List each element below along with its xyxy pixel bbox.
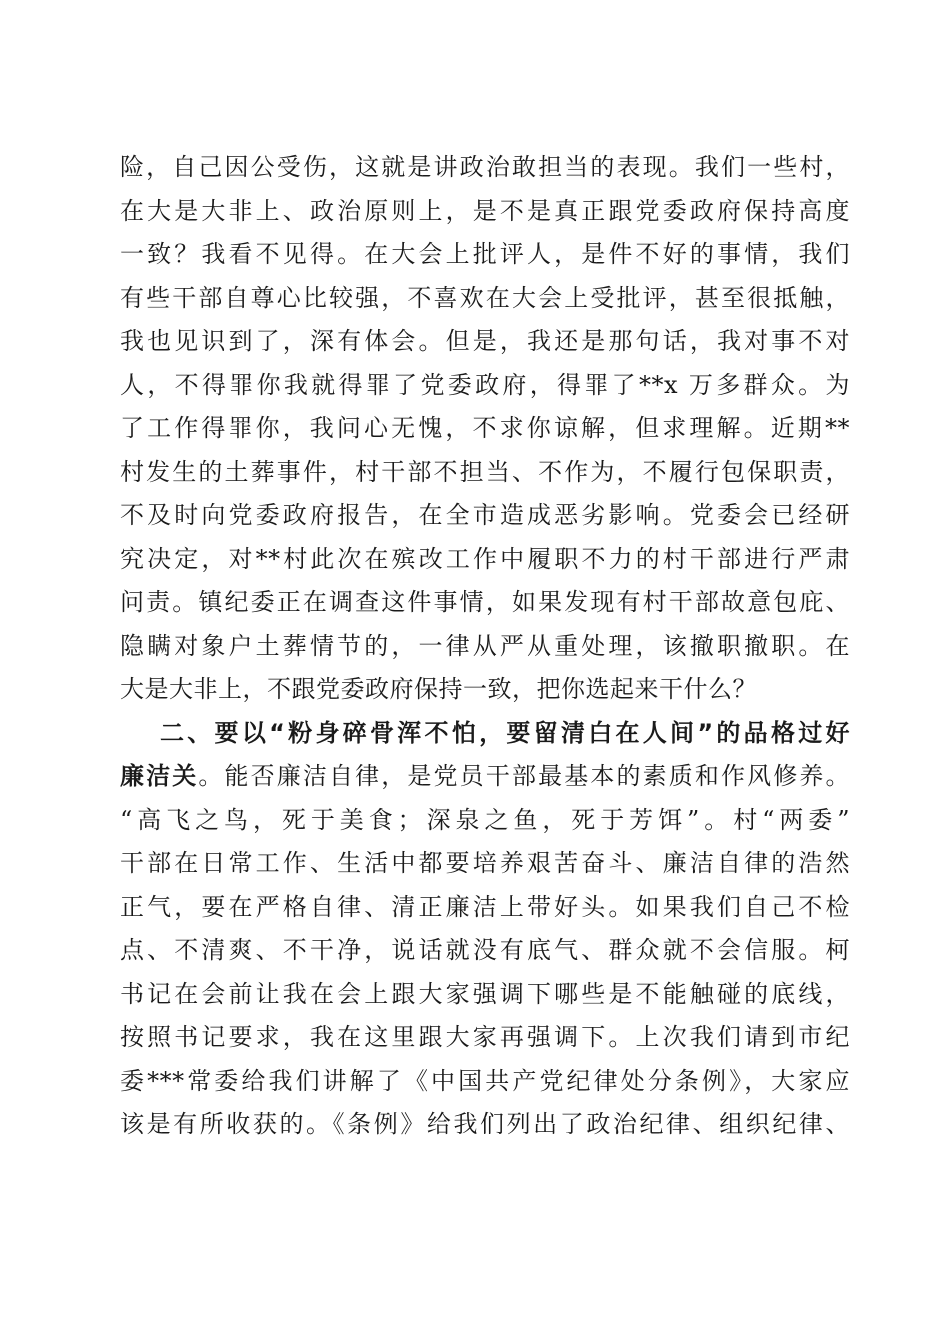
text-line: 按照书记要求，我在这里跟大家再强调下。上次我们请到市纪 [120,1023,850,1051]
body-text [120,146,850,1147]
text-line: 正气，要在严格自律、清正廉洁上带好头。如果我们自己不检 [120,892,850,921]
text-line: 该是有所收获的。《条例》给我们列出了政治纪律、组织纪律、 [120,1110,850,1138]
text-line [120,755,850,799]
text-line: 不及时向党委政府报告，在全市造成恶劣影响。党委会已经研 [120,501,850,529]
section-heading: 二、要以“粉身碎骨浑不怕，要留清白在人间”的品格过好 [160,718,850,747]
text-line: 一致？我看不见得。在大会上批评人，是件不好的事情，我们 [120,240,850,268]
text-line: 隐瞒对象户土葬情节的，一律从严从重处理，该撤职撤职。在 [120,631,850,660]
text-line: 险，自己因公受伤，这就是讲政治敢担当的表现。我们一些村， [120,153,850,181]
section-heading-end: 廉洁关 [120,762,199,790]
text-line: 大是大非上，不跟党委政府保持一致，把你选起来干什么？ [120,675,757,703]
text-line: 委***常委给我们讲解了《中国共产党纪律处分条例》，大家应 [120,1066,850,1095]
text-line: “高飞之鸟，死于美食；深泉之鱼，死于芳饵”。村“两委” [120,805,850,834]
text-line: 干部在日常工作、生活中都要培养艰苦奋斗、廉洁自律的浩然 [120,849,850,877]
text-line: 了工作得罪你，我问心无愧，不求你谅解，但求理解。近期** [120,414,850,442]
text-line: 在大是大非上、政治原则上，是不是真正跟党委政府保持高度 [120,196,850,225]
text-line: 人，不得罪你我就得罪了党委政府，得罪了**x 万多群众。为 [120,370,850,399]
text-line: 问责。镇纪委正在调查这件事情，如果发现有村干部故意包庇、 [120,588,850,616]
text-line: 我也见识到了，深有体会。但是，我还是那句话，我对事不对 [120,327,850,355]
text-span: 。能否廉洁自律，是党员干部最基本的素质和作风修养。 [198,762,850,790]
text-line: 点、不清爽、不干净，说话就没有底气、群众就不会信服。柯 [120,936,850,964]
text-line: 村发生的土葬事件，村干部不担当、不作为，不履行包保职责， [120,457,850,486]
text-line: 有些干部自尊心比较强，不喜欢在大会上受批评，甚至很抵触， [120,283,850,312]
text-line: 究决定，对**村此次在殡改工作中履职不力的村干部进行严肃 [120,544,850,573]
text-line: 书记在会前让我在会上跟大家强调下哪些是不能触碰的底线， [120,979,850,1008]
